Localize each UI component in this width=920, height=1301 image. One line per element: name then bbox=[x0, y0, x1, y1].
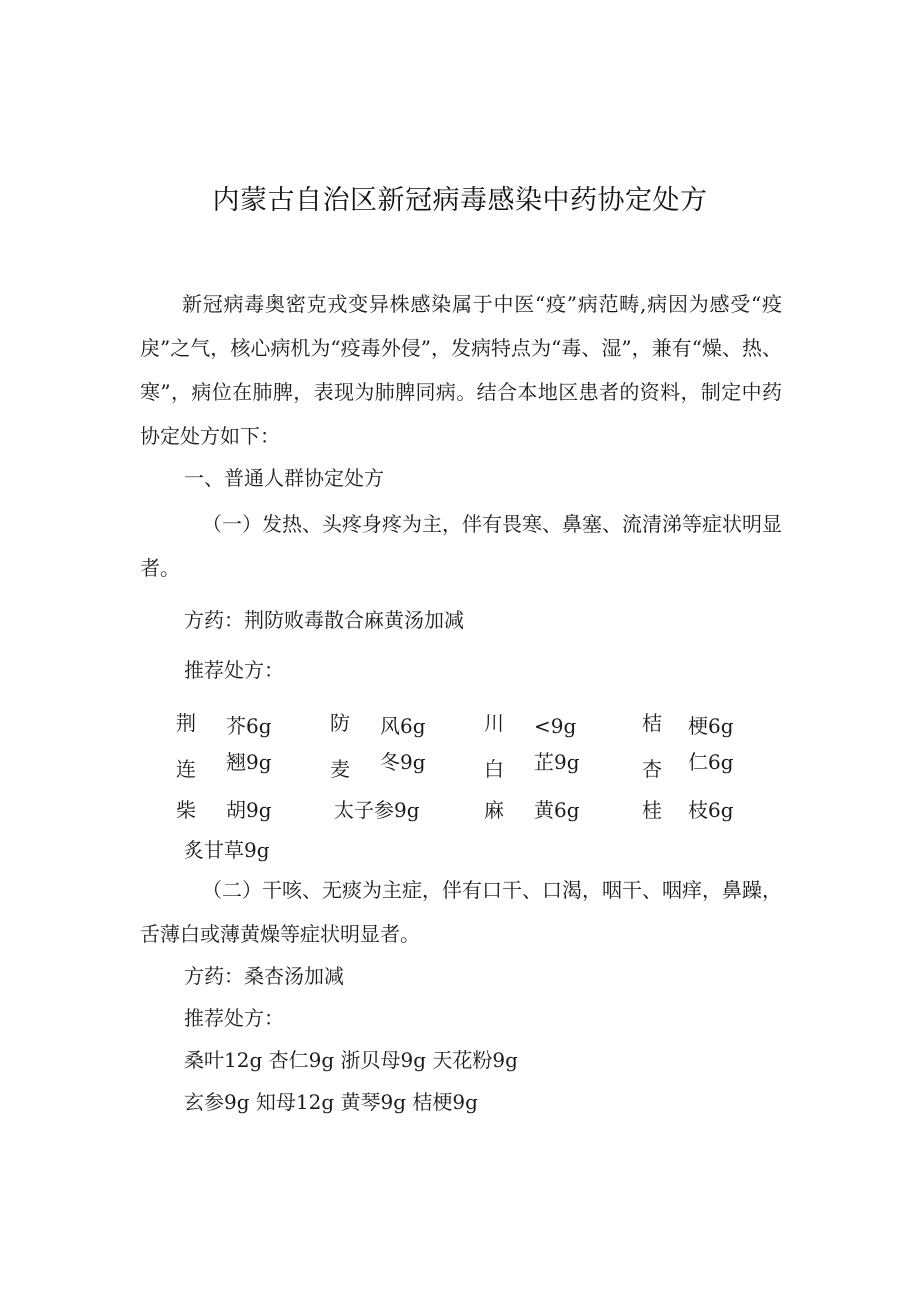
subsection-2-herbs-row-2: 玄参9g 知母12g 黄琴9g 桔梗9g bbox=[184, 1090, 478, 1114]
herb-char: 桂 bbox=[642, 798, 662, 822]
document-title: 内蒙古自治区新冠病毒感染中药协定处方 bbox=[212, 185, 708, 216]
subsection-2-recommend-label: 推荐处方： bbox=[184, 1006, 284, 1030]
herb-char: 桔 bbox=[642, 711, 662, 735]
herb-char: 白 bbox=[484, 757, 504, 781]
herb-dose: 仁6g bbox=[688, 750, 734, 774]
herb-char: 麦 bbox=[330, 757, 350, 781]
subsection-1-recommend-label: 推荐处方： bbox=[184, 658, 284, 682]
herb-dose: 梗6g bbox=[688, 714, 734, 738]
herb-dose: 翘9g bbox=[226, 750, 272, 774]
herb-char: 川 bbox=[484, 711, 504, 735]
herb-dose: <9g bbox=[534, 714, 577, 738]
herb-dose: 冬9g bbox=[380, 750, 426, 774]
section-heading: 一、普通人群协定处方 bbox=[184, 466, 384, 490]
intro-paragraph: 新冠病毒奥密克戎变异株感染属于中医“疫”病范畴,病因为感受“疫戾”之气，核心病机为“疫毒外侵”，发病特点为“毒、湿”，兼有“燥、热、寒”，病位在肺脾，表现为肺脾同病。结合本地区患者的资料，制定中药协定处方如下： bbox=[140, 292, 782, 448]
herb-char: 柴 bbox=[176, 798, 196, 822]
herb-char: 麻 bbox=[484, 798, 504, 822]
herb-char: 连 bbox=[176, 757, 196, 781]
subsection-1-description: （一）发热、头疼身疼为主，伴有畏寒、鼻塞、流清涕等症状明显者。 bbox=[140, 512, 782, 580]
herb-dose: 枝6g bbox=[688, 798, 734, 822]
herb-char: 防 bbox=[330, 711, 350, 735]
herb-char: 荆 bbox=[176, 711, 196, 735]
herb-dose: 芷9g bbox=[534, 750, 580, 774]
herb-char: 杏 bbox=[642, 757, 662, 781]
subsection-2-description: （二）干咳、无痰为主症，伴有口干、口渴，咽干、咽痒，鼻躁，舌薄白或薄黄燥等症状明显者。 bbox=[140, 878, 782, 946]
subsection-2-formula: 方药：桑杏汤加减 bbox=[184, 964, 344, 988]
subsection-1-formula: 方药：荆防败毒散合麻黄汤加减 bbox=[184, 608, 464, 632]
herb-dose: 太子参9g bbox=[334, 798, 420, 822]
herb-dose: 胡9g bbox=[226, 798, 272, 822]
herb-dose: 黄6g bbox=[534, 798, 580, 822]
herb-dose: 风6g bbox=[380, 714, 426, 738]
herb-dose: 芥6g bbox=[226, 714, 272, 738]
herb-last: 炙甘草9g bbox=[184, 838, 270, 862]
subsection-2-herbs-row-1: 桑叶12g 杏仁9g 浙贝母9g 天花粉9g bbox=[184, 1048, 518, 1072]
